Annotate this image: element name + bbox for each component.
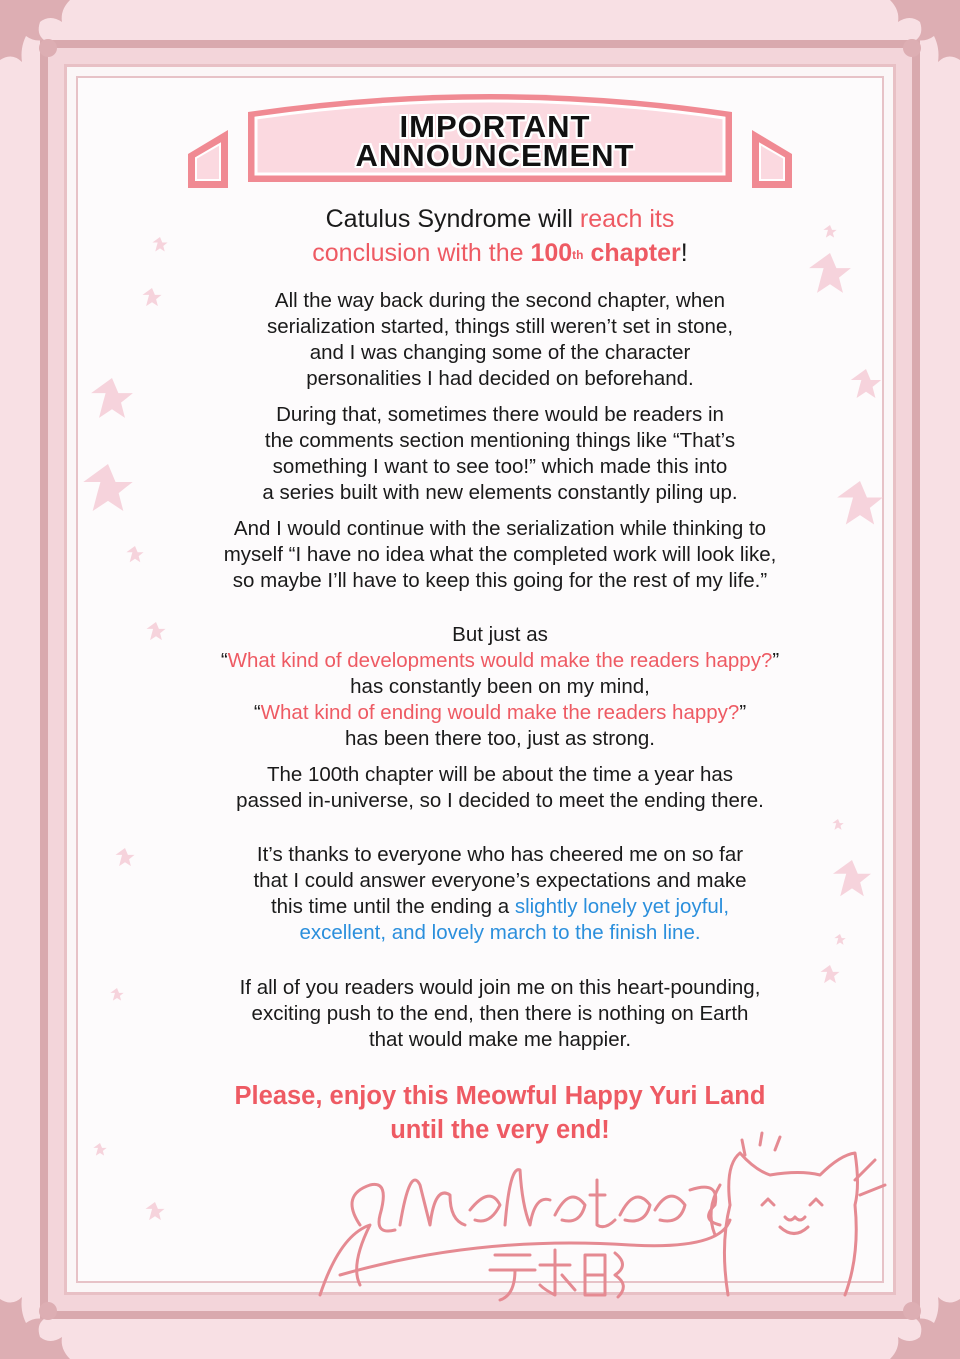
chapter-number-value: 100	[530, 239, 573, 267]
chapter-number	[530, 239, 680, 267]
announcement-title	[245, 109, 745, 173]
title-line-2: ANNOUNCEMENT	[355, 138, 635, 173]
paragraph-2: During that, sometimes there would be readers in the comments section mentioning things like “That’s something I want to see too!” which made this into a series built with new elements constantly piling up.	[262, 403, 738, 504]
paragraph-5: The 100th chapter will be about the time a year has passed in-universe, so I decided to meet the ending there.	[236, 763, 764, 812]
headline-text: Catulus Syndrome will	[325, 205, 580, 233]
headline-highlight-2: conclusion with the	[312, 239, 531, 267]
paragraph-7: If all of you readers would join me on this heart-pounding, exciting push to the end, then there is nothing on Earth that would make me happier.	[239, 976, 761, 1051]
author-signature	[300, 1125, 900, 1315]
paragraph-3: And I would continue with the serialization while thinking to myself “I have no idea what the completed work will look like, so maybe I’ll have to keep this going for the rest of my life.”	[223, 517, 777, 592]
p4-quote-2-close: ”	[739, 701, 747, 724]
headline-exclamation: !	[680, 239, 688, 267]
p4-quote-1-open: “	[220, 649, 228, 672]
chapter-number-suffix: th	[572, 248, 584, 262]
p4-quote-2: What kind of ending would make the readers happy?	[260, 701, 740, 724]
p4-line-3: has constantly been on my mind,	[350, 675, 650, 698]
announcement-body	[120, 200, 880, 1147]
corner-ornament-top-left	[0, 0, 90, 90]
chapter-word: chapter	[583, 239, 681, 267]
p4-line-1: But just as	[452, 623, 548, 646]
p4-quote-1-close: ”	[772, 649, 780, 672]
paragraph-6	[120, 842, 880, 946]
corner-ornament-top-right	[870, 0, 960, 90]
headline-highlight: reach its	[579, 205, 675, 233]
paragraph-4	[120, 622, 880, 752]
p4-quote-1: What kind of developments would make the readers happy?	[227, 649, 773, 672]
p4-quote-2-open: “	[253, 701, 261, 724]
corner-ornament-bottom-left	[0, 1269, 90, 1359]
headline	[120, 202, 880, 270]
p6-highlight: slightly lonely yet joyful, excellent, and lovely march to the finish line.	[299, 895, 730, 944]
p4-line-5: has been there too, just as strong.	[345, 727, 655, 750]
closing-message: Please, enjoy this Meowful Happy Yuri Land until the very end!	[234, 1082, 766, 1144]
title-line-1: IMPORTANT	[399, 109, 591, 144]
p6-text: It’s thanks to everyone who has cheered me on so far that I could answer everyone’s expectations and make this time until the ending a	[253, 843, 747, 918]
paragraph-1: All the way back during the second chapter, when serialization started, things still weren’t set in stone, and I was changing some of the character personalities I had decided on beforehand.	[266, 289, 734, 390]
